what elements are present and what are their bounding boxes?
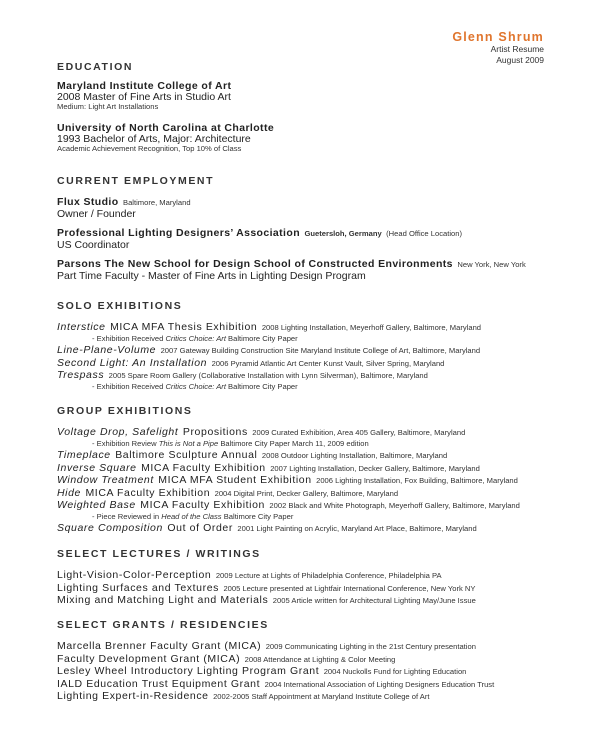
review-title: Critics Choice: Art <box>165 381 226 391</box>
exhibition-name: Baltimore Sculpture Annual <box>115 449 258 461</box>
review-source: Baltimore City Paper <box>221 511 294 521</box>
review-note: - Exhibition Received <box>92 333 166 343</box>
employer-name: Flux Studio <box>57 196 119 208</box>
review-source: Baltimore City Paper <box>225 333 298 343</box>
section-title-employment: CURRENT EMPLOYMENT <box>57 175 215 187</box>
exhibition-detail: 2005 Spare Room Gallery (Collaborative Installation with Lynn Silverman), Baltimore, Maryland <box>108 371 428 380</box>
work-title: Second Light: An Installation <box>57 356 208 369</box>
lectures-list <box>57 569 476 607</box>
exhibition-name: MICA Faculty Exhibition <box>85 486 211 499</box>
review-title: This is Not a Pipe <box>158 438 219 448</box>
exhibition-detail: 2009 Curated Exhibition, Area 405 Gallery, Baltimore, Maryland <box>252 428 466 437</box>
exhibition-detail: 2001 Light Painting on Acrylic, Maryland Art Place, Baltimore, Maryland <box>237 524 477 533</box>
section-title-group: GROUP EXHIBITIONS <box>57 405 193 417</box>
grant-detail: 2004 Nuckolls Fund for Lighting Education <box>323 667 467 676</box>
education-entry <box>57 123 274 155</box>
grant-detail: 2002-2005 Staff Appointment at Maryland Institute College of Art <box>213 692 430 701</box>
grants-list <box>57 640 494 703</box>
education-entry <box>57 81 231 113</box>
section-title-grants: SELECT GRANTS / RESIDENCIES <box>57 619 269 631</box>
review-title: Critics Choice: Art <box>165 333 226 343</box>
work-title: Trespass <box>57 369 105 381</box>
artist-name: Glenn Shrum <box>452 30 544 44</box>
review-note: - Exhibition Received <box>92 381 166 391</box>
lecture-title: Lighting Surfaces and Textures <box>57 581 219 594</box>
exhibition-detail: 2002 Black and White Photograph, Meyerhoff Gallery, Baltimore, Maryland <box>269 501 520 510</box>
employer-name: Professional Lighting Designers’ Association <box>57 227 301 239</box>
exhibition-detail: 2007 Gateway Building Construction Site Maryland Institute College of Art, Baltimore, Maryland <box>160 346 481 355</box>
exhibition-name: Propositions <box>182 426 248 438</box>
job-role: Owner / Founder <box>57 207 136 220</box>
document-date: August 2009 <box>496 54 544 65</box>
lecture-detail: 2005 Lecture presented at Lightfair International Conference, New York NY <box>223 583 476 593</box>
resume-header <box>452 30 544 65</box>
grant-name: IALD Education Trust Equipment Grant <box>57 677 261 690</box>
work-title: Weighted Base <box>57 499 136 511</box>
employment-entry <box>57 227 462 250</box>
degree: 2008 Master of Fine Arts in Studio Art <box>57 90 231 103</box>
grant-detail: 2009 Communicating Lighting in the 21st Century presentation <box>265 642 476 651</box>
exhibition-name: MICA MFA Student Exhibition <box>158 474 312 486</box>
degree-detail: Medium: Light Art Installations <box>57 102 159 111</box>
employment-entry <box>57 258 526 281</box>
work-title: Window Treatment <box>57 474 154 486</box>
lecture-detail: 2009 Lecture at Lights of Philadelphia Conference, Philadelphia PA <box>215 571 442 580</box>
exhibition-detail: 2004 Digital Print, Decker Gallery, Baltimore, Maryland <box>214 488 399 498</box>
exhibition-detail: 2008 Outdoor Lighting Installation, Baltimore, Maryland <box>261 451 448 460</box>
section-title-lectures: SELECT LECTURES / WRITINGS <box>57 548 261 560</box>
grant-detail: 2004 International Association of Lighting Designers Education Trust <box>264 679 495 689</box>
work-title: Voltage Drop, Safelight <box>57 426 179 438</box>
job-role: US Coordinator <box>57 238 130 251</box>
work-title: Line-Plane-Volume <box>57 344 157 356</box>
employment-entry <box>57 196 191 219</box>
grant-name: Faculty Development Grant (MICA) <box>57 652 241 665</box>
work-title: Inverse Square <box>57 461 137 474</box>
section-title-solo: SOLO EXHIBITIONS <box>57 300 183 312</box>
lecture-detail: 2005 Article written for Architectural Lighting May/June Issue <box>272 596 476 605</box>
grant-name: Lesley Wheel Introductory Lighting Program Grant <box>57 665 320 677</box>
exhibition-name: MICA MFA Thesis Exhibition <box>110 321 258 333</box>
review-source: Baltimore City Paper March 11, 2009 edition <box>218 438 369 448</box>
employer-name: Parsons The New School for Design School of Constructed Environments <box>57 258 453 270</box>
exhibition-detail: 2007 Lighting Installation, Decker Gallery, Baltimore, Maryland <box>270 463 480 473</box>
school-name: University of North Carolina at Charlotte <box>57 122 275 134</box>
employer-location: New York, New York <box>457 260 526 269</box>
group-exhibition-list <box>57 426 520 535</box>
job-role: Part Time Faculty - Master of Fine Arts in Lighting Design Program <box>57 269 366 282</box>
exhibition-name: MICA Faculty Exhibition <box>141 461 266 474</box>
exhibition-detail: 2006 Lighting Installation, Fox Building, Baltimore, Maryland <box>316 476 518 485</box>
lecture-title: Light-Vision-Color-Perception <box>57 569 212 581</box>
document-subtitle: Artist Resume <box>490 44 544 54</box>
exhibition-name: MICA Faculty Exhibition <box>140 499 265 511</box>
review-note: - Exhibition Review <box>92 438 159 448</box>
solo-exhibition-list <box>57 321 481 392</box>
grant-name: Lighting Expert-in-Residence <box>57 690 209 702</box>
review-title: Head of the Class <box>161 511 222 521</box>
work-title: Square Composition <box>57 522 163 534</box>
employer-location: Baltimore, Maryland <box>123 198 191 207</box>
employer-note: (Head Office Location) <box>386 229 462 238</box>
review-source: Baltimore City Paper <box>225 381 298 391</box>
grant-name: Marcella Brenner Faculty Grant (MICA) <box>57 640 262 652</box>
work-title: Timeplace <box>57 449 111 461</box>
section-title-education: EDUCATION <box>57 61 134 73</box>
work-title: Interstice <box>57 321 106 333</box>
employer-location: Guetersloh, Germany <box>304 229 382 238</box>
grant-detail: 2008 Attendance at Lighting & Color Meeting <box>244 654 396 664</box>
lecture-title: Mixing and Matching Light and Materials <box>57 594 269 606</box>
exhibition-detail: 2008 Lighting Installation, Meyerhoff Gallery, Baltimore, Maryland <box>261 323 482 332</box>
work-title: Hide <box>57 486 81 499</box>
exhibition-name: Out of Order <box>167 522 233 534</box>
school-name: Maryland Institute College of Art <box>57 80 232 92</box>
review-note: - Piece Reviewed in <box>92 511 162 521</box>
degree-detail: Academic Achievement Recognition, Top 10% of Class <box>57 144 242 153</box>
degree: 1993 Bachelor of Arts, Major: Architecture <box>57 132 251 145</box>
exhibition-detail: 2006 Pyramid Atlantic Art Center Kunst Vault, Silver Spring, Maryland <box>211 358 445 368</box>
